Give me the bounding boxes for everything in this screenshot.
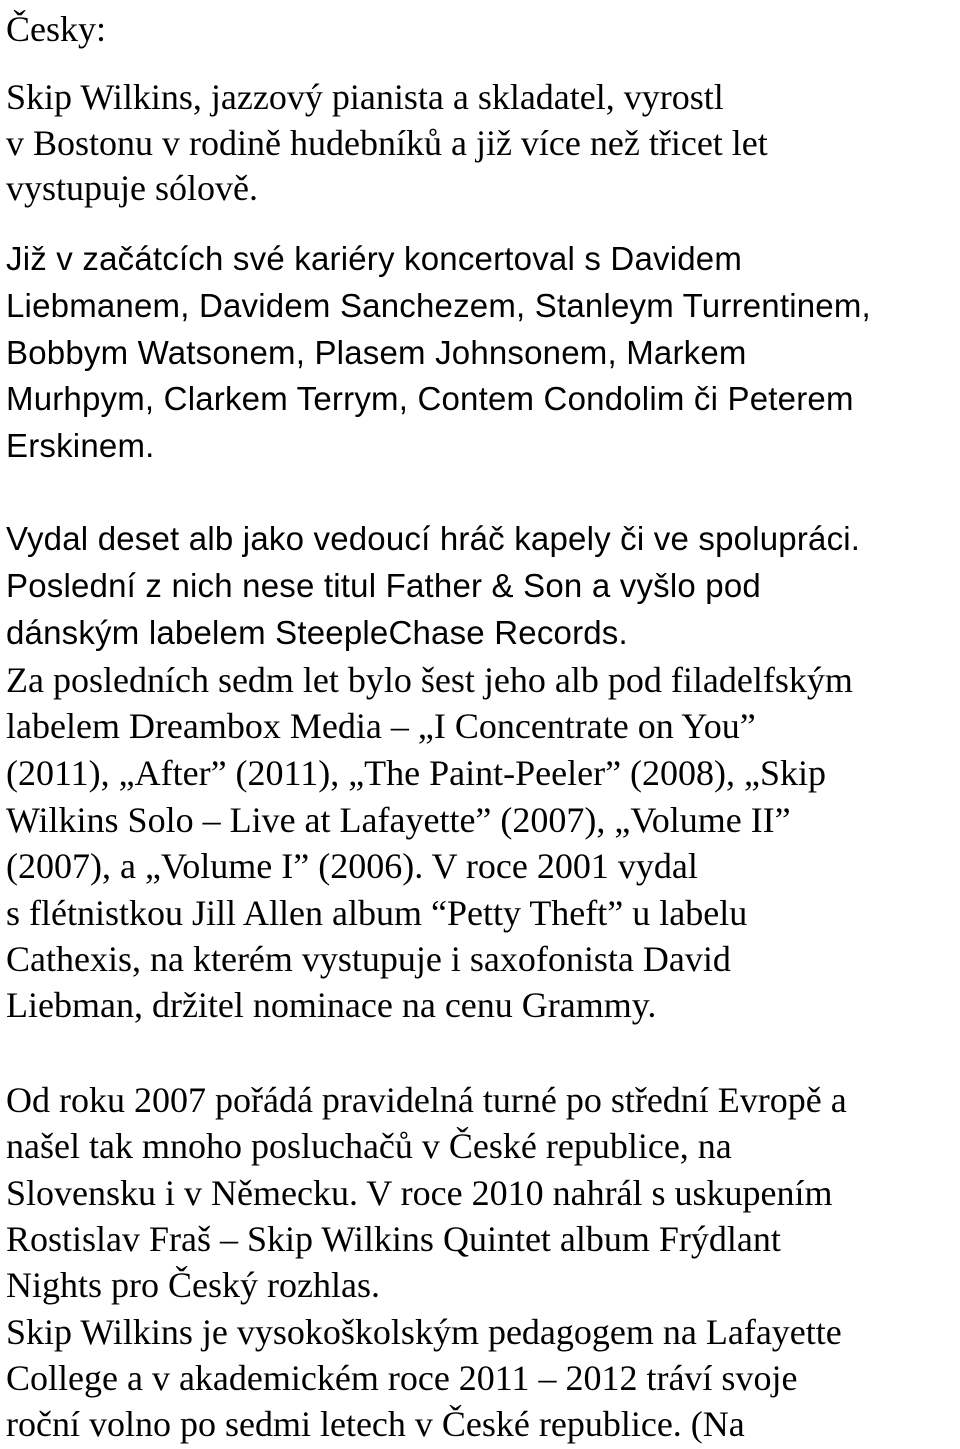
text-line: Nights pro Český rozhlas.: [6, 1265, 380, 1305]
text-line: Wilkins Solo – Live at Lafayette” (2007), „Volume II”: [6, 800, 791, 840]
text-line: roční volno po sedmi letech v České republice. (Na: [6, 1404, 745, 1444]
text-line: Cathexis, na kterém vystupuje i saxofonista David: [6, 939, 731, 979]
text-line: College a v akademickém roce 2011 – 2012 tráví svoje: [6, 1358, 798, 1398]
text-line: v Bostonu v rodině hudebníků a již více než třicet let: [6, 123, 768, 163]
text-line: našel tak mnoho posluchačů v České republice, na: [6, 1126, 732, 1166]
text-line: (2011), „After” (2011), „The Paint-Peeler” (2008), „Skip: [6, 753, 827, 793]
text-line: Erskinem.: [6, 427, 155, 464]
text-line: dánským labelem SteepleChase Records.: [6, 614, 628, 651]
text-line: Vydal deset alb jako vedoucí hráč kapely či ve spolupráci.: [6, 520, 861, 557]
text-line: Bobbym Watsonem, Plasem Johnsonem, Markem: [6, 334, 747, 371]
text-line: Skip Wilkins, jazzový pianista a skladatel, vyrostl: [6, 77, 724, 117]
text-line: (2007), a „Volume I” (2006). V roce 2001 vydal: [6, 846, 698, 886]
text-line: Od roku 2007 pořádá pravidelná turné po střední Evropě a: [6, 1080, 847, 1120]
text-line: Poslední z nich nese titul Father & Son a vyšlo pod: [6, 567, 761, 604]
text-line: Již v začátcích své kariéry koncertoval s Davidem: [6, 240, 743, 277]
text-line: Skip Wilkins je vysokoškolským pedagogem na Lafayette: [6, 1312, 842, 1352]
text-line: labelem Dreambox Media – „I Concentrate on You”: [6, 706, 756, 746]
text-line: s flétnistkou Jill Allen album “Petty Theft” u labelu: [6, 893, 748, 933]
text-line: Murhpym, Clarkem Terrym, Contem Condolim či Peterem: [6, 380, 854, 417]
text-line: Za posledních sedm let bylo šest jeho alb pod filadelfským: [6, 660, 853, 700]
text-line: Liebmanem, Davidem Sanchezem, Stanleym Turrentinem,: [6, 287, 871, 324]
document-heading: Česky:: [6, 9, 107, 49]
text-line: Rostislav Fraš – Skip Wilkins Quintet album Frýdlant: [6, 1219, 781, 1259]
text-line: vystupuje sólově.: [6, 168, 258, 208]
text-line: Slovensku i v Německu. V roce 2010 nahrál s uskupením: [6, 1173, 833, 1213]
text-line: Liebman, držitel nominace na cenu Grammy.: [6, 985, 657, 1025]
